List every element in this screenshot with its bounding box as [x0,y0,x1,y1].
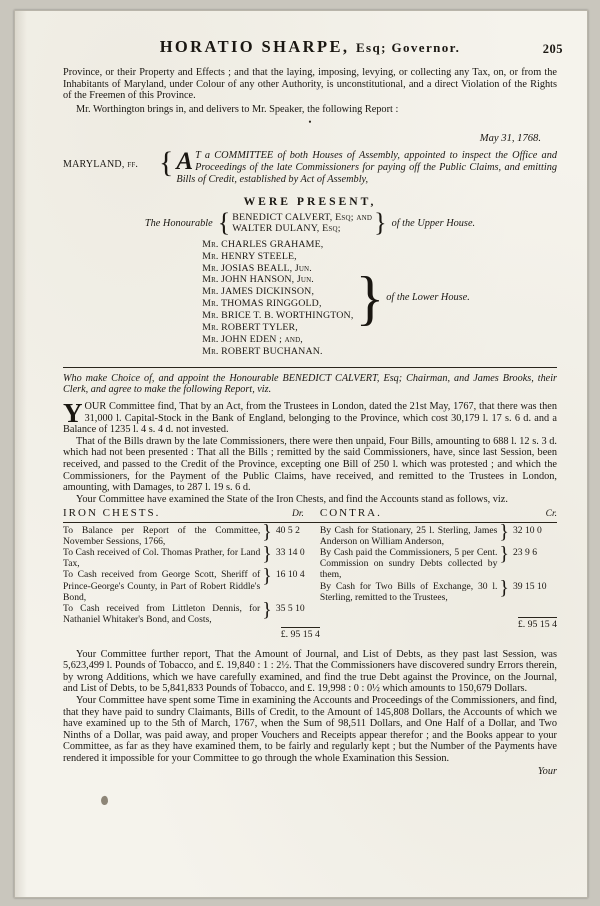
account-row-amount: 40 5 2 [275,524,300,536]
drop-cap-a: A [176,148,194,176]
report-paragraph-1 [63,398,557,436]
account-left-total-row [63,625,320,640]
account-left-total: £. 95 15 4 [280,629,320,641]
lower-house-member: Mr. ROBERT BUCHANAN. [202,345,323,357]
intro-paragraph-2: Mr. Worthington brings in, and delivers to Mr. Speaker, the following Report : [76,103,399,115]
account-row-text: To Cash received from George Scott, Sheriff of Prince-George's County, in Part of Robert Riddle's Bond, [63,569,261,603]
brace-lower-right: } [355,265,385,332]
account-body-row [63,522,557,641]
iron-chests-account-table [63,508,557,640]
row-brace: } [262,565,272,588]
account-heading-left [63,508,320,522]
report-paragraph-2: That of the Bills drawn by the late Commissioners, there were then unpaid, Four Bills, amounting to 688 l. 12 s. 3 d. which had not been presented : That all the Bills ; remitted by the said Commissioners, have, since last Session, been received, and passed to the Credit of the Province, excepting one Bill of 250 l. which was protested ; and which the Commissioners, for the Payment of the Public Claims, have received, and remitted to the Trustees in London, amounting, with Damages, to 287 l. 19 s. 6 d. [63,435,557,494]
lower-house-member: Mr. JAMES DICKINSON, [202,286,315,298]
committee-heading-text [176,150,557,185]
running-title-suffix: Esq; Governor. [355,40,461,55]
row-brace: } [262,598,272,621]
lower-house-name-list [150,239,353,358]
account-row-text: To Cash received from Littleton Dennis, for Nathaniel Whitaker's Bond, and Costs, [63,602,261,626]
account-left-column [63,522,320,641]
divider-rule [63,367,557,368]
running-title-name: HORATIO SHARPE, [159,37,350,56]
account-row [63,542,320,570]
intro-paragraph-1: Province, or their Property and Effects ; and that the laying, imposing, levying, or collecting any Tax, on, or from the Inhabitants of Maryland, under Colour of any other Authority, is unconstitutional, and a direct Violation of the Rights of the Freemen of this Province. [63,67,557,102]
lower-house-members [63,239,557,358]
account-row [63,565,320,603]
account-row-text: By Cash paid the Commissioners, 5 per Cent. Commission on sundry Debts collected by them, [319,546,498,581]
row-brace: } [499,542,509,565]
margin-note-maryland: MARYLAND, ff. [63,159,139,171]
lower-house-member: Mr. ROBERT TYLER, [202,322,298,334]
account-right-column [320,522,557,641]
ornament-dot: • [308,117,312,128]
catchword: Your [537,765,557,777]
lower-house-member: Mr. JOHN HANSON, Jun. [202,274,314,286]
row-brace: } [499,520,509,543]
document-page [14,10,588,898]
committee-heading-body: T a COMMITTEE of both Houses of Assembly, appointed to inspect the Office and Proceedings of the late Commissioners for paying off the Public Claims, and emitting Bills of Credit, established by Act of Assembly, [176,150,557,185]
lower-house-member: Mr. CHARLES GRAHAME, [202,238,324,250]
page-number: 205 [542,42,563,56]
brace-left: { [159,146,174,180]
closing-paragraph-2: Your Committee have spent some Time in examining the Accounts and Proceedings of the Commissioners, and find, that they have paid to sundry Claimants, Bills of Credit, to the Amount of 145,808 Dollars, the Accounts of which we have examined up to the 5th of March, 1767, when the Sum of 98,511 Dollars, and One Half of a Dollar, and Two Ninths of a Dollar, was paid away, and proper Vouchers and Receipts appear therefor ; and the Books appear to your Committee, as far as they have examined them, to be fairly and regularly kept ; but the Number of the Payments have rendered it impossible for your Committee to go through the whole Examination this Session. [63,694,557,764]
row-brace: } [262,542,272,565]
report-date: May 31, 1768. [479,133,541,145]
closing-paragraph-1: Your Committee further report, That the Amount of Journal, and List of Debts, as they past last Session, was 5,623,499 l. Pounds of Tobacco, and £. 19,840 : 1 : 2½. That the Commissioners have discovered sundry Errors therein, by wrong Additions, which we have carefully examined, and find the true Debt against the Province, on the Journal, and List of Debts, to be 5,841,833 Pounds of Tobacco, and £. 19,998 : 0 : 0½ which amounts to 150,679 Dollars. [63,648,557,695]
account-row-text: By Cash for Two Bills of Exchange, 30 l. Sterling, remitted to the Trustees, [319,580,498,603]
report-paragraph-1-text: OUR Committee find, That by an Act, from the Trustees in London, dated the 21st May, 1767, that there was then 31,000 l. Capital-Stock in the Bank of England, belonging to the Province, which cost 30,179 l. 17 s. 6 d. and a Balance of 1235 l. 4 s. 4 d. not invested. [63,401,557,436]
lower-house-member: Mr. BRICE T. B. WORTHINGTON, [202,310,354,322]
account-row-amount: 33 14 0 [275,546,305,558]
report-paragraph-3: Your Committee have examined the State of the Iron Chests, and find the Accounts stand as follows, viz. [76,493,508,505]
account-row-amount: 23 9 6 [513,546,537,558]
committee-heading-block [63,146,557,185]
lower-house-member: Mr. HENRY STEELE, [202,250,297,262]
lower-house-member: Mr. JOSIAS BEALL, Jun. [202,262,312,274]
upper-house-member: WALTER DULANY, Esq; [232,223,341,235]
account-row [63,520,320,547]
upper-house-name-list [232,212,372,235]
account-row-amount: 39 15 10 [513,580,547,592]
account-row [319,542,557,581]
honourable-label: The Honourable [144,217,213,229]
row-brace: } [262,520,272,543]
account-row-amount: 16 10 4 [275,569,305,581]
running-head [63,37,563,57]
account-right-heading: CONTRA. [319,507,382,520]
account-cr-label: Cr. [545,509,557,520]
account-row [63,598,320,626]
account-left-heading: IRON CHESTS. [63,507,161,520]
account-row-text: By Cash for Stationary, 25 l. Sterling, James Anderson on William Anderson, [319,524,498,547]
were-present-heading: WERE PRESENT, [243,194,377,208]
brace-upper-right: } [374,208,387,238]
account-row-amount: 32 10 0 [513,524,542,536]
account-heading-right [320,508,557,522]
account-row [319,576,557,603]
account-right-total: £. 95 15 4 [517,618,557,630]
choice-paragraph: Who make Choice of, and appoint the Honourable BENEDICT CALVERT, Esq; Chairman, and James Brooks, their Clerk, and agree to make the following Report, viz. [63,372,557,396]
account-heading-row [63,508,557,522]
account-dr-label: Dr. [291,509,304,520]
upper-house-tail: of the Upper House. [391,217,476,229]
brace-upper-left: { [217,208,231,238]
account-row-text: To Cash received of Col. Thomas Prather, for Land Tax, [63,546,261,570]
account-row-amount: 35 5 10 [275,602,305,614]
lower-house-member: Mr. THOMAS RINGGOLD, [202,298,322,310]
page-content [63,37,563,777]
account-row-text: To Balance per Report of the Committee, November Sessions, 1766, [63,524,261,547]
account-right-total-row [320,603,557,630]
running-title [160,37,461,57]
lower-house-tail: of the Lower House. [386,292,470,304]
upper-house-member: BENEDICT CALVERT, Esq; and [232,211,373,223]
lower-house-member: Mr. JOHN EDEN ; and, [202,334,303,346]
drop-cap-y: Y [63,398,83,429]
upper-house-members [63,208,557,238]
row-brace: } [499,576,509,599]
account-row [319,520,557,547]
